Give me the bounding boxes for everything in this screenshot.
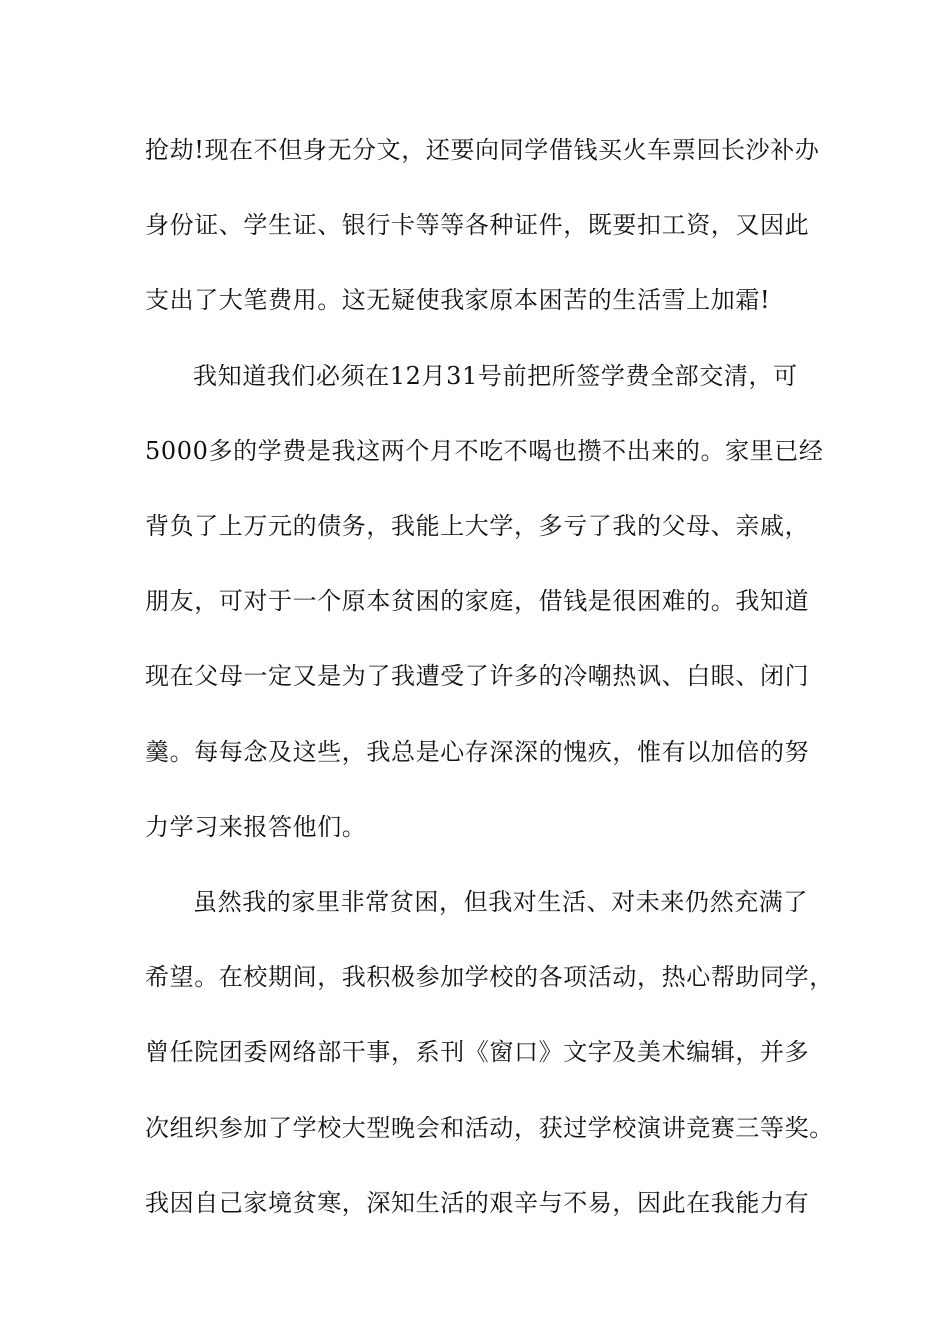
text-line: 羹。每每念及这些，我总是心存深深的愧疚，惟有以加倍的努 bbox=[145, 738, 810, 766]
paragraph-start-line: 虽然我的家里非常贫困，但我对生活、对未来仍然充满了 bbox=[193, 888, 808, 916]
text-line: 次组织参加了学校大型晚会和活动，获过学校演讲竞赛三等奖。 bbox=[145, 1114, 834, 1142]
text-line: 希望。在校期间，我积极参加学校的各项活动，热心帮助同学， bbox=[145, 963, 834, 991]
text-line: 身份证、学生证、银行卡等等各种证件，既要扣工资，又因此 bbox=[145, 211, 810, 239]
paragraph-start-line: 我知道我们必须在12月31号前把所签学费全部交清，可 bbox=[193, 362, 798, 390]
text-line: 我因自己家境贫寒，深知生活的艰辛与不易，因此在我能力有 bbox=[145, 1189, 810, 1217]
text-line: 曾任院团委网络部干事，系刊《窗口》文字及美术编辑，并多 bbox=[145, 1038, 810, 1066]
text-line: 力学习来报答他们。 bbox=[145, 813, 367, 841]
text-line: 背负了上万元的债务，我能上大学，多亏了我的父母、亲戚， bbox=[145, 512, 810, 540]
text-line: 抢劫!现在不但身无分文，还要向同学借钱买火车票回长沙补办 bbox=[145, 136, 820, 164]
text-line: 支出了大笔费用。这无疑使我家原本困苦的生活雪上加霜! bbox=[145, 286, 771, 314]
text-line: 5000多的学费是我这两个月不吃不喝也攒不出来的。家里已经 bbox=[145, 437, 824, 465]
text-line: 现在父母一定又是为了我遭受了许多的冷嘲热讽、白眼、闭门 bbox=[145, 662, 810, 690]
text-line: 朋友，可对于一个原本贫困的家庭，借钱是很困难的。我知道 bbox=[145, 587, 810, 615]
